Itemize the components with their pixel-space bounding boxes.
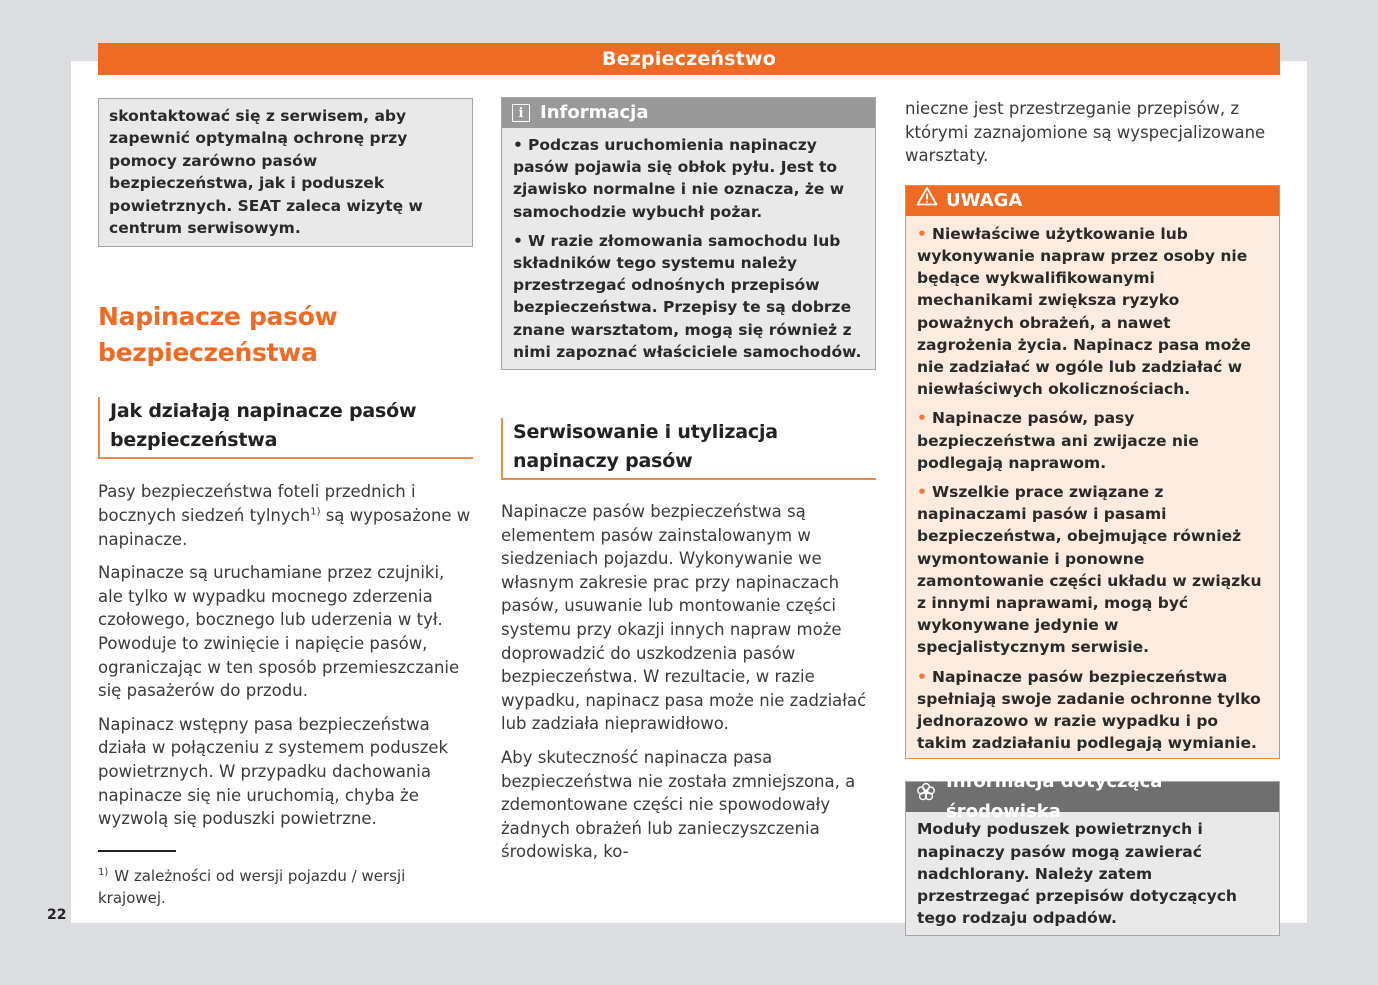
warning-item: • Napinacze pasów, pasy bezpieczeństwa ani zwijacze nie podlegają naprawom.	[917, 409, 1199, 472]
footnote-reference[interactable]: 1)	[310, 506, 321, 518]
paragraph: Aby skuteczność napinacza pasa bezpieczeństwa nie została zmniejszona, a zdemontowane części nie spowodowały żadnych obrażeń lub zanieczyszczenia środowiska, ko-	[501, 747, 856, 862]
paragraph: Pasy bezpieczeństwa foteli przednich i bocznych siedzeń tylnych$^{1)}$ są wyposażone w napinacze.	[98, 482, 471, 549]
section-title-how-it-works: Jak działają napinacze pasów bezpieczeństwa	[98, 397, 473, 459]
paragraph: Napinacze są uruchamiane przez czujniki, ale tylko w wypadku mocnego zderzenia czołowego, bocznego lub uderzenia w tył. Powoduje to zwinięcie i napięcie pasów, ograniczając w ten sposób przemieszczanie się pasażerów do przodu.	[98, 563, 460, 701]
column-right	[905, 97, 1280, 936]
column-left	[98, 97, 473, 831]
chapter-title: Napinacze pasów bezpieczeństwa	[98, 302, 338, 368]
warning-triangle-icon	[916, 186, 938, 216]
warning-item: • Niewłaściwe użytkowanie lub wykonywanie napraw przez osoby nie będące wykwalifikowanymi mechanikami zwiększa ryzyko poważnych obrażeń, a nawet zagrożenia życia. Napinacz pasa może nie zadziałać w ogóle lub zadziałać w niewłaściwych okolicznościach.	[917, 224, 1251, 399]
environment-box-title: Informacja dotycząca środowiska	[946, 771, 1163, 823]
info-icon: i	[512, 104, 530, 122]
info-box-header	[502, 98, 875, 128]
page-number: 22	[47, 907, 67, 923]
paragraph: nieczne jest przestrzeganie przepisów, z którymi zaznajomione są wyspecjalizowane warsztaty.	[905, 99, 1266, 166]
chapter-header-band: Bezpieczeństwo	[98, 43, 1280, 75]
info-box-body	[502, 128, 875, 369]
info-item: • W razie złomowania samochodu lub składników tego systemu należy przestrzegać odnośnych przepisów bezpieczeństwa. Przepisy te są dobrze znane warsztatom, mogą się również z nimi zapoznać właściciele samochodów.	[513, 231, 862, 361]
environment-box-body: Moduły poduszek powietrznych i napinaczy pasów mogą zawierać nadchlorany. Należy zatem przestrzegać przepisów dotyczących tego rodzaju odpadów.	[917, 820, 1237, 928]
flower-icon	[916, 782, 936, 812]
warning-box-body	[906, 216, 1279, 759]
info-item: • Podczas uruchomienia napinaczy pasów pojawia się obłok pyłu. Jest to zjawisko normalne i nie oznacza, że w samochodzie wybuchł pożar.	[513, 136, 845, 221]
warning-item: • Napinacze pasów bezpieczeństwa spełniają swoje zadanie ochronne tylko jednorazowo w razie wypadku i po takim zadziałaniu podlegają wymianie.	[917, 667, 1261, 753]
info-box	[501, 97, 876, 370]
column-middle	[501, 97, 876, 864]
footnote-marker: 1)	[98, 867, 109, 878]
warning-box-title: UWAGA	[946, 189, 1023, 211]
warning-item: • Wszelkie prace związane z napinaczami pasów i pasami bezpieczeństwa, obejmujące również wymontowanie i ponowne zamontowanie części układu w związku z innymi naprawami, mogą być wykonywane jedynie w specjalistycznym serwisie.	[917, 483, 1262, 657]
continued-notice-box: skontaktować się z serwisem, aby zapewnić optymalną ochronę przy pomocy zarówno pasów bezpieczeństwa, jak i poduszek powietrznych. SEAT zaleca wizytę w centrum serwisowym.	[98, 98, 473, 247]
section-title-servicing: Serwisowanie i utylizacja napinaczy pasów	[501, 418, 876, 480]
info-box-title: Informacja	[540, 102, 649, 123]
footnote: $^{1)}$ W zależności od wersji pojazdu / wersji krajowej.	[98, 867, 406, 907]
warning-box-header	[906, 186, 1279, 216]
warning-box	[905, 185, 1280, 760]
footnote-divider	[98, 850, 176, 852]
paragraph: Napinacz wstępny pasa bezpieczeństwa działa w połączeniu z systemem poduszek powietrznych. W przypadku dachowania napinacze się nie uruchomią, chyba że wyzwolą się poduszki powietrzne.	[98, 714, 449, 829]
environment-box	[905, 771, 1280, 936]
paragraph: Napinacze pasów bezpieczeństwa są elementem pasów zainstalowanym w siedzeniach pojazdu. Wykonywanie we własnym zakresie prac przy napinaczach pasów, usuwanie lub montowanie części systemu przy okazji innych napraw może doprowadzić do uszkodzenia pasów bezpieczeństwa. W rezultacie, w razie wypadku, napinacz pasa może nie zadziałać lub zadziała nieprawidłowo.	[501, 502, 867, 734]
environment-box-header	[906, 771, 1279, 823]
